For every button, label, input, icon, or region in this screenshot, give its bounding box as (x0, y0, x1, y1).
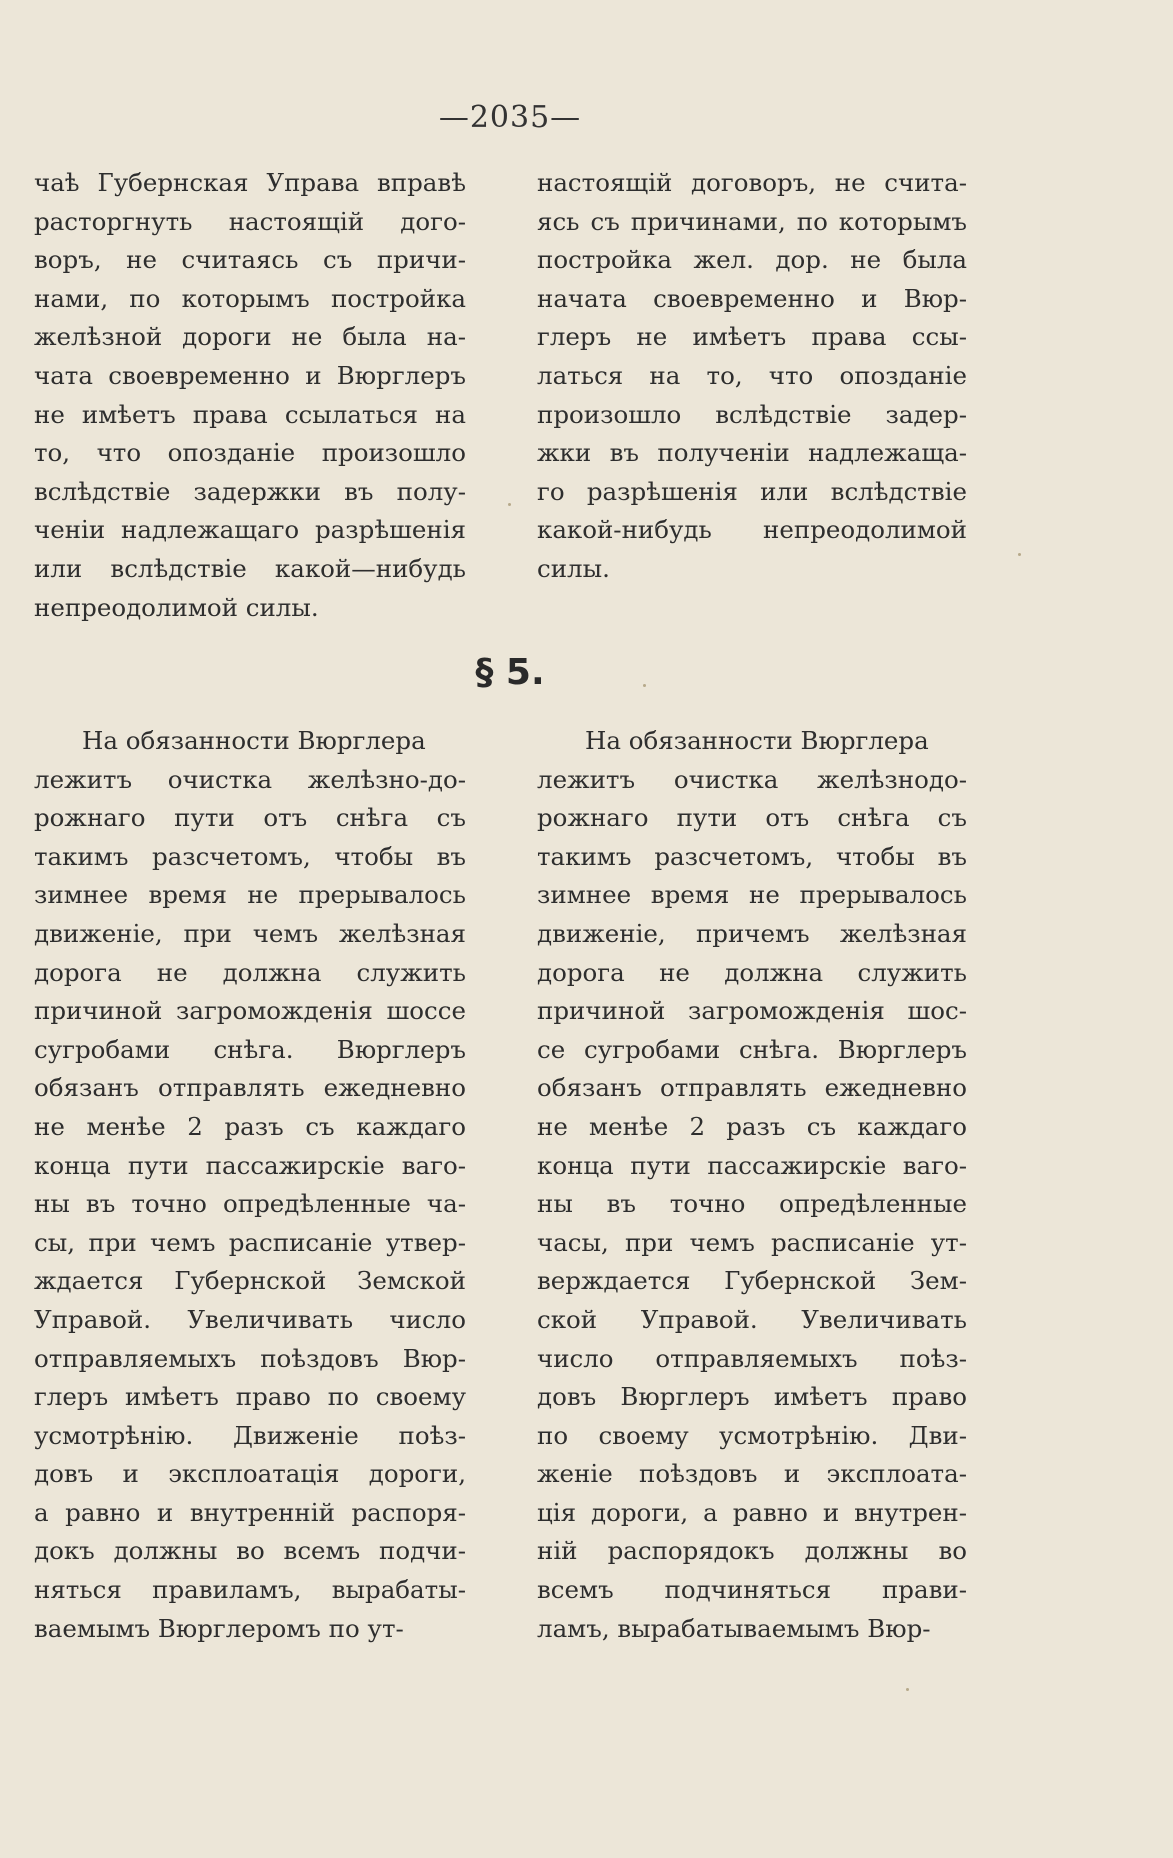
text-line: глеръ имѣетъ право по своему (34, 1382, 466, 1412)
text-line: а равно и внутренній распоря- (34, 1497, 466, 1527)
text-line: причиной загроможденія шос- (537, 996, 967, 1026)
text-line: такимъ разсчетомъ, чтобы въ (34, 841, 466, 871)
paper-speck (1018, 553, 1021, 556)
paper-speck (906, 1688, 909, 1691)
text-line: число отправляемыхъ поѣз- (537, 1343, 967, 1373)
text-line: рожнаго пути отъ снѣга съ (34, 803, 466, 833)
text-line: воръ, не считаясь съ причи- (34, 245, 466, 275)
text-line: ской Управой. Увеличивать (537, 1304, 967, 1334)
text-line: часы, при чемъ расписаніе ут- (537, 1227, 967, 1257)
text-line: по своему усмотрѣнію. Дви- (537, 1420, 967, 1450)
section-heading: § 5. (475, 652, 545, 693)
text-line: чаѣ Губернская Управа вправѣ (34, 168, 466, 197)
text-line: такимъ разсчетомъ, чтобы въ (537, 841, 967, 871)
text-line: сы, при чемъ расписаніе утвер- (34, 1227, 466, 1257)
text-line: движеніе, при чемъ желѣзная (34, 918, 466, 948)
text-line: ній распорядокъ должны во (537, 1536, 967, 1566)
right-column-bottom (537, 722, 967, 1648)
text-line: чата своевременно и Вюрглеръ (34, 360, 466, 390)
text-line: ченіи надлежащаго разрѣшенія (34, 515, 466, 545)
text-line: отправляемыхъ поѣздовъ Вюр- (34, 1343, 466, 1373)
text-line: конца пути пассажирскіе ваго- (537, 1150, 967, 1180)
text-line: довъ Вюрглеръ имѣетъ право (537, 1382, 967, 1412)
text-line: довъ и эксплоатація дороги, (34, 1459, 466, 1489)
text-line: конца пути пассажирскіе ваго- (34, 1150, 466, 1180)
text-line: верждается Губернской Зем- (537, 1266, 967, 1296)
text-line: ны въ точно опредѣленные ча- (34, 1189, 466, 1219)
text-line: настоящій договоръ, не счита- (537, 168, 967, 197)
text-line: расторгнуть настоящій дого- (34, 206, 466, 236)
text-line: ясь съ причинами, по которымъ (537, 206, 967, 236)
text-line: На обязанности Вюрглера (585, 726, 929, 755)
text-line: жки въ полученіи надлежаща- (537, 438, 967, 468)
text-line: желѣзной дороги не была на- (34, 322, 466, 352)
text-line: ждается Губернской Земской (34, 1266, 466, 1296)
text-line: женіе поѣздовъ и эксплоата- (537, 1459, 967, 1489)
text-line: не менѣе 2 разъ съ каждаго (34, 1111, 466, 1141)
text-line: не имѣетъ права ссылаться на (34, 399, 466, 429)
text-line: ламъ, вырабатываемымъ Вюр- (537, 1613, 931, 1643)
text-line: рожнаго пути отъ снѣга съ (537, 803, 967, 833)
text-line: сугробами снѣга. Вюрглеръ (34, 1034, 466, 1064)
text-line: непреодолимой силы. (34, 592, 319, 622)
text-line: какой-нибудь непреодолимой (537, 515, 967, 545)
text-line: всемъ подчиняться прави- (537, 1575, 967, 1605)
left-column-bottom (34, 722, 466, 1648)
text-line: глеръ не имѣетъ права ссы- (537, 322, 967, 352)
left-column-top (34, 164, 466, 627)
text-line: лежитъ очистка желѣзно-до- (34, 764, 466, 794)
text-line: латься на то, что опозданіе (537, 360, 967, 390)
text-line: дорога не должна служить (537, 957, 967, 987)
text-line: силы. (537, 553, 610, 583)
text-line: не менѣе 2 разъ съ каждаго (537, 1111, 967, 1141)
text-line: ны въ точно опредѣленные (537, 1189, 967, 1219)
text-line: обязанъ отправлять ежедневно (34, 1073, 466, 1103)
text-line: лежитъ очистка желѣзнодо- (537, 764, 967, 794)
text-line: го разрѣшенія или вслѣдствіе (537, 476, 967, 506)
paper-speck (508, 503, 511, 506)
text-line: причиной загроможденія шоссе (34, 996, 466, 1026)
text-line: или вслѣдствіе какой—нибудь (34, 553, 466, 583)
text-line: то, что опозданіе произошло (34, 438, 466, 468)
page-number: —2035— (438, 100, 582, 135)
text-line: вслѣдствіе задержки въ полу- (34, 476, 466, 506)
text-line: ваемымъ Вюрглеромъ по ут- (34, 1613, 404, 1643)
text-line: зимнее время не прерывалось (537, 880, 967, 910)
text-line: зимнее время не прерывалось (34, 880, 466, 910)
text-line: ція дороги, а равно и внутрен- (537, 1497, 967, 1527)
text-line: произошло вслѣдствіе задер- (537, 399, 967, 429)
right-column-top (537, 164, 967, 589)
text-line: нами, по которымъ постройка (34, 283, 466, 313)
text-line: няться правиламъ, вырабаты- (34, 1575, 466, 1605)
text-line: дорога не должна служить (34, 957, 466, 987)
text-line: усмотрѣнію. Движеніе поѣз- (34, 1420, 466, 1450)
text-line: обязанъ отправлять ежедневно (537, 1073, 967, 1103)
text-line: начата своевременно и Вюр- (537, 283, 967, 313)
text-line: Управой. Увеличивать число (34, 1304, 466, 1334)
text-line: се сугробами снѣга. Вюрглеръ (537, 1034, 967, 1064)
text-line: движеніе, причемъ желѣзная (537, 918, 967, 948)
text-line: постройка жел. дор. не была (537, 245, 967, 275)
paper-speck (643, 684, 646, 687)
text-line: На обязанности Вюрглера (82, 726, 426, 755)
text-line: докъ должны во всемъ подчи- (34, 1536, 466, 1566)
